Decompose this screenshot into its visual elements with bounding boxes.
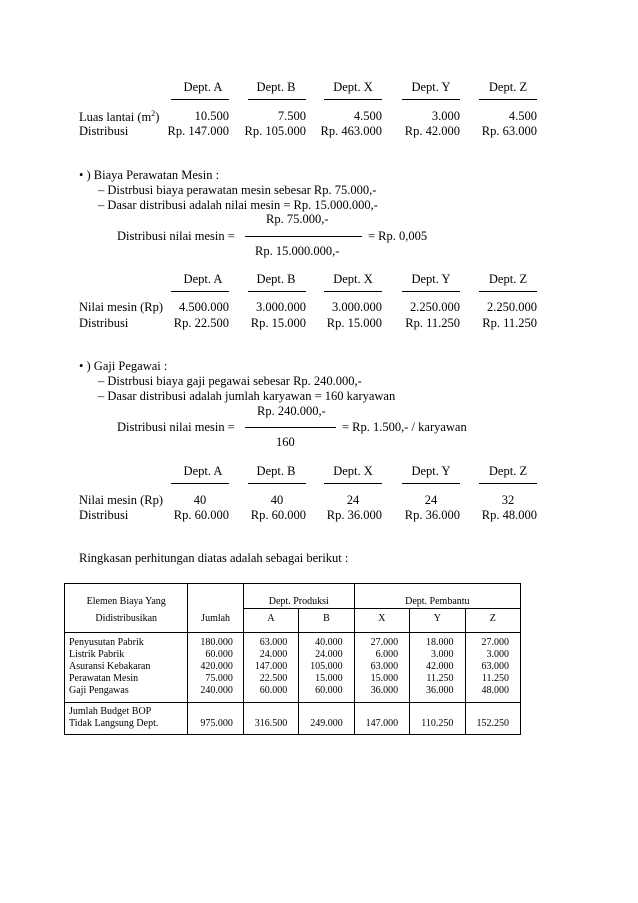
fraction-numerator: Rp. 75.000,- [266,212,329,226]
total-cell: 152.250 [465,703,520,735]
value-cell: 24 [424,493,438,507]
row-label-distribusi: Distribusi [79,124,129,138]
dept-x-header: Dept. X [333,464,373,478]
dept-y-header: Dept. Y [411,464,451,478]
header-rule [479,483,537,484]
value-cell: 2.250.000 [487,300,537,314]
summary-table [64,583,521,735]
value-cell: 4.500.000 [179,300,229,314]
header-cell: Z [465,609,520,633]
value-cell: 3.000.000 [256,300,306,314]
fraction-numerator: Rp. 240.000,- [257,404,326,418]
table-header-row [65,609,521,633]
table-row [65,633,521,703]
value-cell: Rp. 36.000 [404,508,460,522]
formula-result: = Rp. 1.500,- / karyawan [342,420,467,434]
header-rule [479,99,537,100]
header-rule [248,99,306,100]
fraction-denominator: 160 [276,435,295,449]
value-cell: 3.000.000 [332,300,382,314]
value-cell: Rp. 60.000 [173,508,229,522]
value-cell: 10.500 [194,109,229,123]
header-rule [171,99,229,100]
header-rule [402,483,460,484]
list-item: – Dasar distribusi adalah jumlah karyawan = 160 karyawan [98,389,396,403]
row-label-distribusi: Distribusi [79,316,129,330]
table-header-row [65,584,521,609]
value-cell: Rp. 11.250 [405,316,460,330]
value-cell: Rp. 60.000 [250,508,306,522]
table-total-row [65,703,521,735]
header-cell: B [299,609,354,633]
header-cell: Elemen Biaya Yang [65,584,188,609]
formula-result: = Rp. 0,005 [368,229,428,243]
total-cell: 110.250 [410,703,465,735]
dept-a-header: Dept. A [183,272,223,286]
header-cell: Dept. Pembantu [354,584,520,609]
dept-y-header: Dept. Y [411,272,451,286]
dept-a-header: Dept. A [183,80,223,94]
total-cell: 249.000 [299,703,354,735]
total-cell: 147.000 [354,703,409,735]
dept-b-header: Dept. B [256,272,296,286]
section-heading-gaji-pegawai: • ) Gaji Pegawai : [79,359,168,373]
fraction-line [245,427,336,428]
formula-label: Distribusi nilai mesin = [117,420,235,434]
value-cell: Rp. 22.500 [173,316,229,330]
total-cell: 975.000 [188,703,243,735]
item-column: Penyusutan Pabrik Listrik Pabrik Asuransi Kebakaran Perawatan Mesin Gaji Pengawas [65,633,188,703]
value-cell: 2.250.000 [410,300,460,314]
value-cell: 4.500 [508,109,537,123]
dept-z-column: 27.000 3.000 63.000 11.250 48.000 [465,633,520,703]
value-cell: 24 [346,493,360,507]
value-cell: Rp. 36.000 [326,508,382,522]
summary-text: Ringkasan perhitungan diatas adalah sebagai berikut : [79,551,349,565]
dept-x-column: 27.000 6.000 63.000 15.000 36.000 [354,633,409,703]
dept-x-header: Dept. X [333,80,373,94]
dept-b-header: Dept. B [256,464,296,478]
value-cell: Rp. 42.000 [404,124,460,138]
header-rule [171,291,229,292]
value-cell: 40 [270,493,284,507]
value-cell: 32 [501,493,515,507]
value-cell: Rp. 15.000 [326,316,382,330]
row-label-distribusi: Distribusi [79,508,129,522]
header-rule [248,291,306,292]
dept-z-header: Dept. Z [488,80,528,94]
fraction-line [245,236,362,237]
list-item: – Dasar distribusi adalah nilai mesin = Rp. 15.000.000,- [98,198,378,212]
value-cell: Rp. 15.000 [250,316,306,330]
header-rule [324,99,382,100]
row-label-luas-lantai: Luas lantai $(m^2)$ [79,109,160,125]
header-rule [402,99,460,100]
jumlah-column: 180.000 60.000 420.000 75.000 240.000 [188,633,243,703]
header-rule [402,291,460,292]
fraction-denominator: Rp. 15.000.000,- [255,244,340,258]
dept-b-header: Dept. B [256,80,296,94]
dept-z-header: Dept. Z [488,272,528,286]
value-cell: 40 [193,493,207,507]
dept-y-column: 18.000 3.000 42.000 11.250 36.000 [410,633,465,703]
header-cell: Jumlah [188,609,243,633]
header-cell: Y [410,609,465,633]
formula-label: Distribusi nilai mesin = [117,229,235,243]
dept-x-header: Dept. X [333,272,373,286]
header-cell: Dept. Produksi [243,584,354,609]
value-cell: Rp. 11.250 [482,316,537,330]
dept-z-header: Dept. Z [488,464,528,478]
dept-b-column: 40.000 24.000 105.000 15.000 60.000 [299,633,354,703]
section-heading-perawatan-mesin: • ) Biaya Perawatan Mesin : [79,168,220,182]
header-rule [324,291,382,292]
list-item: – Distrbusi biaya gaji pegawai sebesar Rp. 240.000,- [98,374,362,388]
dept-a-header: Dept. A [183,464,223,478]
dept-a-column: 63.000 24.000 147.000 22.500 60.000 [243,633,298,703]
header-rule [248,483,306,484]
header-cell: X [354,609,409,633]
header-cell: A [243,609,298,633]
header-rule [479,291,537,292]
value-cell: 3.000 [431,109,460,123]
total-cell: 316.500 [243,703,298,735]
value-cell: Rp. 463.000 [320,124,382,138]
dept-y-header: Dept. Y [411,80,451,94]
value-cell: 4.500 [353,109,382,123]
list-item: – Distrbusi biaya perawatan mesin sebesar Rp. 75.000,- [98,183,377,197]
value-cell: Rp. 147.000 [167,124,229,138]
header-rule [171,483,229,484]
value-cell: Rp. 48.000 [481,508,537,522]
value-cell: Rp. 105.000 [244,124,306,138]
value-cell: 7.500 [277,109,306,123]
value-cell: Rp. 63.000 [481,124,537,138]
row-label-nilai-mesin: Nilai mesin (Rp) [79,493,164,507]
header-cell: Didistribusikan [65,609,188,633]
total-label: Jumlah Budget BOP Tidak Langsung Dept. [65,703,188,735]
row-label-nilai-mesin: Nilai mesin (Rp) [79,300,164,314]
header-rule [324,483,382,484]
